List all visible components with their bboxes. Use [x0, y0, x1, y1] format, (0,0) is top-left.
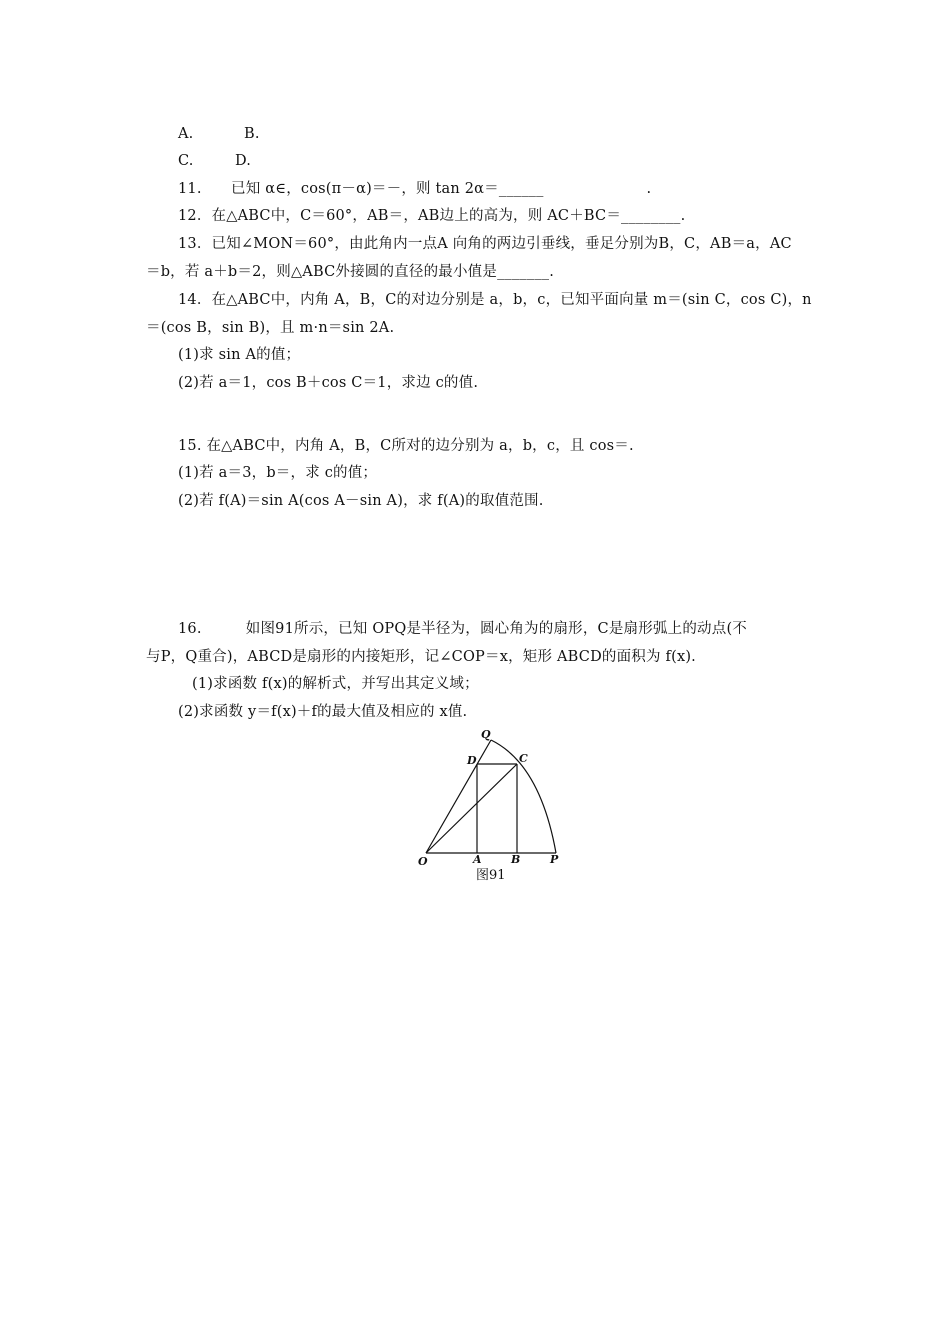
- question-16-part-1: (1)求函数 f(x)的解析式，并写出其定义域；: [192, 676, 479, 692]
- label-a: A: [473, 853, 482, 866]
- option-a: A.: [178, 126, 194, 142]
- question-11: 11. 已知 α∈，cos(π－α)＝－，则 tan 2α＝______ .: [178, 181, 652, 197]
- question-14-line-1: 14．在△ABC中，内角 A，B，C的对边分别是 a，b，c，已知平面向量 m＝(sin C，cos C)，n: [178, 292, 812, 308]
- question-14-part-2: (2)若 a＝1，cos B＋cos C＝1，求边 c的值.: [178, 375, 479, 391]
- question-15-part-1: (1)若 a＝3，b＝，求 c的值；: [178, 465, 378, 481]
- question-16-part-2: (2)求函数 y＝f(x)＋f的最大值及相应的 x值.: [178, 704, 468, 720]
- figure-caption: 图91: [476, 868, 506, 883]
- question-12: 12．在△ABC中，C＝60°，AB＝，AB边上的高为，则 AC＋BC＝________.: [178, 208, 686, 224]
- question-13-line-2: ＝b，若 a＋b＝2，则△ABC外接圆的直径的最小值是_______.: [146, 264, 555, 280]
- question-16-line-1: 16. 如图91所示，已知 OPQ是半径为，圆心角为的扇形，C是扇形弧上的动点(不: [178, 621, 747, 637]
- question-14-part-1: (1)求 sin A的值；: [178, 347, 301, 363]
- question-13-line-1: 13．已知∠MON＝60°，由此角内一点A 向角的两边引垂线，垂足分别为B，C，AB＝a，AC: [178, 236, 792, 252]
- label-c: C: [519, 752, 528, 765]
- question-15-line-1: 15. 在△ABC中，内角 A，B，C所对的边分别为 a，b，c，且 cos＝.: [178, 438, 634, 454]
- question-14-line-2: ＝(cos B，sin B)，且 m·n＝sin 2A.: [146, 320, 395, 336]
- option-b: B.: [244, 126, 260, 142]
- label-o: O: [418, 855, 428, 868]
- question-15-part-2: (2)若 f(A)＝sin A(cos A－sin A)，求 f(A)的取值范围.: [178, 493, 544, 509]
- label-q: Q: [481, 728, 491, 741]
- label-d: D: [467, 754, 477, 767]
- option-c: C.: [178, 153, 194, 169]
- option-d: D.: [235, 153, 252, 169]
- sector-diagram: [408, 724, 568, 884]
- question-16-line-2: 与P，Q重合)，ABCD是扇形的内接矩形，记∠COP＝x，矩形 ABCD的面积为 f(x).: [146, 649, 696, 665]
- label-p: P: [550, 853, 559, 866]
- label-b: B: [511, 853, 521, 866]
- sector-figure: [408, 724, 568, 884]
- segment-oc: [426, 764, 517, 853]
- segment-oq: [426, 740, 491, 853]
